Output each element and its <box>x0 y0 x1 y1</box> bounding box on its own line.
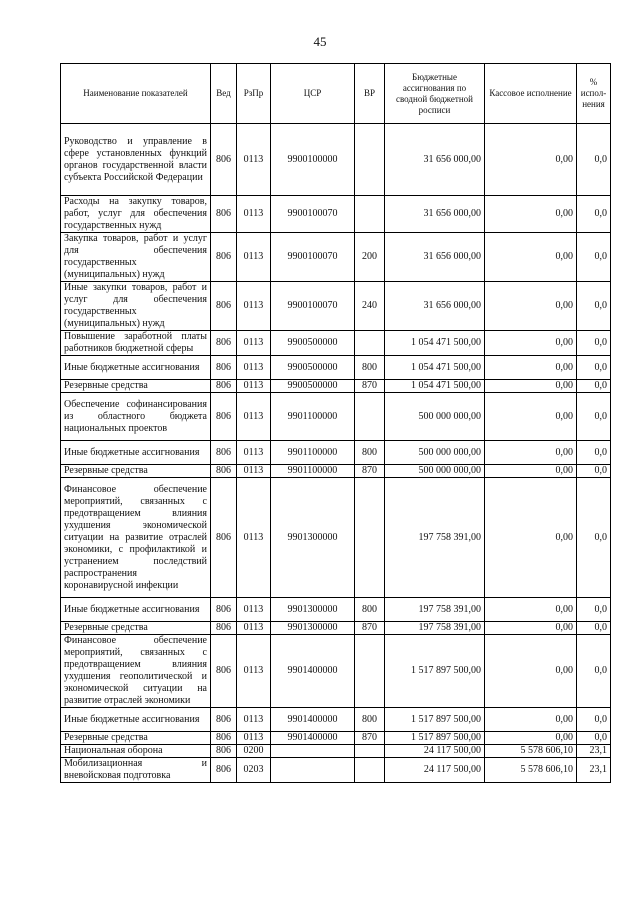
cell-kass: 0,00 <box>485 465 577 478</box>
cell-pct: 0,0 <box>577 356 611 380</box>
cell-name: Иные закупки товаров, работ и услуг для обеспечения государственных (муниципальных) нужд <box>61 282 211 331</box>
cell-csr: 9900500000 <box>271 331 355 356</box>
cell-vr: 870 <box>355 732 385 745</box>
cell-pct: 0,0 <box>577 124 611 196</box>
table-row <box>61 745 611 758</box>
cell-pct: 0,0 <box>577 196 611 233</box>
cell-name: Национальная оборона <box>61 745 211 758</box>
cell-kass: 0,00 <box>485 708 577 732</box>
cell-rzpr: 0113 <box>237 380 271 393</box>
header-csr: ЦСР <box>271 64 355 124</box>
cell-vr <box>355 124 385 196</box>
cell-pct: 0,0 <box>577 708 611 732</box>
table-row <box>61 465 611 478</box>
cell-vr: 800 <box>355 598 385 622</box>
cell-name: Руководство и управление в сфере установленных функций органов государственной власти субъекта Российской Федерации <box>61 124 211 196</box>
cell-plan: 500 000 000,00 <box>385 441 485 465</box>
cell-csr: 9901400000 <box>271 635 355 708</box>
cell-name: Иные бюджетные ассигнования <box>61 441 211 465</box>
cell-plan: 1 054 471 500,00 <box>385 331 485 356</box>
cell-plan: 197 758 391,00 <box>385 598 485 622</box>
cell-kass: 0,00 <box>485 598 577 622</box>
cell-plan: 24 117 500,00 <box>385 745 485 758</box>
cell-ved: 806 <box>211 331 237 356</box>
cell-ved: 806 <box>211 622 237 635</box>
header-pct: % испол-нения <box>577 64 611 124</box>
header-name: Наименование показателей <box>61 64 211 124</box>
cell-plan: 24 117 500,00 <box>385 758 485 783</box>
cell-csr: 9901400000 <box>271 708 355 732</box>
cell-rzpr: 0113 <box>237 441 271 465</box>
cell-vr: 800 <box>355 708 385 732</box>
header-plan: Бюджетные ассигнования по сводной бюджетной росписи <box>385 64 485 124</box>
cell-vr: 870 <box>355 622 385 635</box>
cell-csr: 9901300000 <box>271 598 355 622</box>
cell-name: Финансовое обеспечение мероприятий, связанных с предотвращением влияния ухудшения геополитической и экономической ситуации на развитие отраслей экономики <box>61 635 211 708</box>
cell-pct: 0,0 <box>577 331 611 356</box>
cell-plan: 31 656 000,00 <box>385 282 485 331</box>
cell-plan: 197 758 391,00 <box>385 622 485 635</box>
cell-vr <box>355 331 385 356</box>
cell-plan: 31 656 000,00 <box>385 233 485 282</box>
cell-kass: 0,00 <box>485 441 577 465</box>
cell-csr: 9900500000 <box>271 380 355 393</box>
table-row <box>61 598 611 622</box>
cell-kass: 0,00 <box>485 635 577 708</box>
cell-name: Иные бюджетные ассигнования <box>61 356 211 380</box>
cell-name: Резервные средства <box>61 465 211 478</box>
cell-kass: 0,00 <box>485 356 577 380</box>
cell-ved: 806 <box>211 708 237 732</box>
cell-pct: 23,1 <box>577 745 611 758</box>
cell-csr: 9901400000 <box>271 732 355 745</box>
cell-csr: 9901300000 <box>271 478 355 598</box>
cell-pct: 0,0 <box>577 478 611 598</box>
cell-rzpr: 0203 <box>237 758 271 783</box>
cell-pct: 0,0 <box>577 732 611 745</box>
cell-name: Резервные средства <box>61 622 211 635</box>
cell-csr: 9901300000 <box>271 622 355 635</box>
cell-csr: 9901100000 <box>271 393 355 441</box>
table-row <box>61 393 611 441</box>
cell-pct: 0,0 <box>577 282 611 331</box>
cell-name: Резервные средства <box>61 380 211 393</box>
cell-vr <box>355 478 385 598</box>
cell-pct: 23,1 <box>577 758 611 783</box>
cell-kass: 0,00 <box>485 732 577 745</box>
cell-pct: 0,0 <box>577 622 611 635</box>
cell-csr: 9900500000 <box>271 356 355 380</box>
cell-name: Закупка товаров, работ и услуг для обеспечения государственных (муниципальных) нужд <box>61 233 211 282</box>
cell-rzpr: 0113 <box>237 708 271 732</box>
cell-vr <box>355 393 385 441</box>
table-row <box>61 758 611 783</box>
cell-name: Обеспечение софинансирования из областного бюджета национальных проектов <box>61 393 211 441</box>
cell-vr: 200 <box>355 233 385 282</box>
cell-pct: 0,0 <box>577 380 611 393</box>
table-row <box>61 441 611 465</box>
table-row <box>61 622 611 635</box>
table-row <box>61 356 611 380</box>
cell-vr <box>355 758 385 783</box>
cell-pct: 0,0 <box>577 465 611 478</box>
cell-vr <box>355 745 385 758</box>
cell-csr <box>271 745 355 758</box>
cell-pct: 0,0 <box>577 233 611 282</box>
budget-execution-table <box>60 63 611 783</box>
table-row <box>61 282 611 331</box>
cell-pct: 0,0 <box>577 635 611 708</box>
cell-vr: 800 <box>355 356 385 380</box>
cell-vr <box>355 635 385 708</box>
header-kass: Кассовое исполнение <box>485 64 577 124</box>
cell-ved: 806 <box>211 356 237 380</box>
cell-pct: 0,0 <box>577 441 611 465</box>
cell-ved: 806 <box>211 635 237 708</box>
cell-name: Мобилизационная и вневойсковая подготовка <box>61 758 211 783</box>
cell-ved: 806 <box>211 124 237 196</box>
header-vr: ВР <box>355 64 385 124</box>
table-row <box>61 233 611 282</box>
cell-rzpr: 0113 <box>237 465 271 478</box>
cell-plan: 1 517 897 500,00 <box>385 635 485 708</box>
cell-kass: 0,00 <box>485 380 577 393</box>
cell-plan: 1 517 897 500,00 <box>385 708 485 732</box>
cell-rzpr: 0113 <box>237 732 271 745</box>
cell-ved: 806 <box>211 732 237 745</box>
table-body <box>61 124 611 783</box>
table-row <box>61 196 611 233</box>
cell-name: Финансовое обеспечение мероприятий, связанных с предотвращением влияния ухудшения экономической ситуации на развитие отраслей экономики, с профилактикой и устранением последствий распространения коронавирусной инфекции <box>61 478 211 598</box>
cell-ved: 806 <box>211 758 237 783</box>
cell-rzpr: 0113 <box>237 331 271 356</box>
cell-kass: 0,00 <box>485 393 577 441</box>
cell-csr: 9900100000 <box>271 124 355 196</box>
table-row <box>61 635 611 708</box>
cell-vr: 800 <box>355 441 385 465</box>
cell-rzpr: 0113 <box>237 196 271 233</box>
cell-ved: 806 <box>211 478 237 598</box>
cell-plan: 31 656 000,00 <box>385 124 485 196</box>
table-row <box>61 732 611 745</box>
table-row <box>61 708 611 732</box>
cell-plan: 1 054 471 500,00 <box>385 356 485 380</box>
cell-csr: 9900100070 <box>271 196 355 233</box>
cell-kass: 0,00 <box>485 196 577 233</box>
cell-kass: 0,00 <box>485 124 577 196</box>
cell-csr: 9901100000 <box>271 465 355 478</box>
cell-name: Иные бюджетные ассигнования <box>61 598 211 622</box>
cell-kass: 5 578 606,10 <box>485 758 577 783</box>
cell-rzpr: 0113 <box>237 393 271 441</box>
cell-ved: 806 <box>211 196 237 233</box>
cell-ved: 806 <box>211 465 237 478</box>
cell-rzpr: 0200 <box>237 745 271 758</box>
cell-rzpr: 0113 <box>237 622 271 635</box>
table-header-row <box>61 64 611 124</box>
cell-rzpr: 0113 <box>237 478 271 598</box>
cell-name: Иные бюджетные ассигнования <box>61 708 211 732</box>
cell-name: Расходы на закупку товаров, работ, услуг для обеспечения государственных нужд <box>61 196 211 233</box>
cell-kass: 0,00 <box>485 282 577 331</box>
cell-ved: 806 <box>211 598 237 622</box>
cell-csr <box>271 758 355 783</box>
cell-name: Резервные средства <box>61 732 211 745</box>
cell-vr: 870 <box>355 465 385 478</box>
cell-ved: 806 <box>211 393 237 441</box>
cell-rzpr: 0113 <box>237 124 271 196</box>
cell-name: Повышение заработной платы работников бюджетной сферы <box>61 331 211 356</box>
cell-ved: 806 <box>211 745 237 758</box>
cell-ved: 806 <box>211 282 237 331</box>
cell-kass: 0,00 <box>485 478 577 598</box>
cell-rzpr: 0113 <box>237 635 271 708</box>
cell-csr: 9901100000 <box>271 441 355 465</box>
cell-rzpr: 0113 <box>237 598 271 622</box>
cell-rzpr: 0113 <box>237 233 271 282</box>
header-ved: Вед <box>211 64 237 124</box>
table-row <box>61 124 611 196</box>
cell-plan: 197 758 391,00 <box>385 478 485 598</box>
cell-kass: 0,00 <box>485 233 577 282</box>
cell-ved: 806 <box>211 380 237 393</box>
table-row <box>61 331 611 356</box>
header-rzpr: РзПр <box>237 64 271 124</box>
cell-kass: 5 578 606,10 <box>485 745 577 758</box>
cell-ved: 806 <box>211 233 237 282</box>
cell-csr: 9900100070 <box>271 282 355 331</box>
cell-plan: 1 054 471 500,00 <box>385 380 485 393</box>
cell-pct: 0,0 <box>577 598 611 622</box>
cell-plan: 500 000 000,00 <box>385 465 485 478</box>
cell-pct: 0,0 <box>577 393 611 441</box>
cell-plan: 500 000 000,00 <box>385 393 485 441</box>
cell-kass: 0,00 <box>485 622 577 635</box>
cell-csr: 9900100070 <box>271 233 355 282</box>
cell-plan: 31 656 000,00 <box>385 196 485 233</box>
cell-ved: 806 <box>211 441 237 465</box>
cell-plan: 1 517 897 500,00 <box>385 732 485 745</box>
cell-rzpr: 0113 <box>237 356 271 380</box>
cell-rzpr: 0113 <box>237 282 271 331</box>
cell-vr <box>355 196 385 233</box>
table-row <box>61 478 611 598</box>
table-row <box>61 380 611 393</box>
cell-vr: 240 <box>355 282 385 331</box>
cell-vr: 870 <box>355 380 385 393</box>
page-number: 45 <box>313 34 327 49</box>
cell-kass: 0,00 <box>485 331 577 356</box>
